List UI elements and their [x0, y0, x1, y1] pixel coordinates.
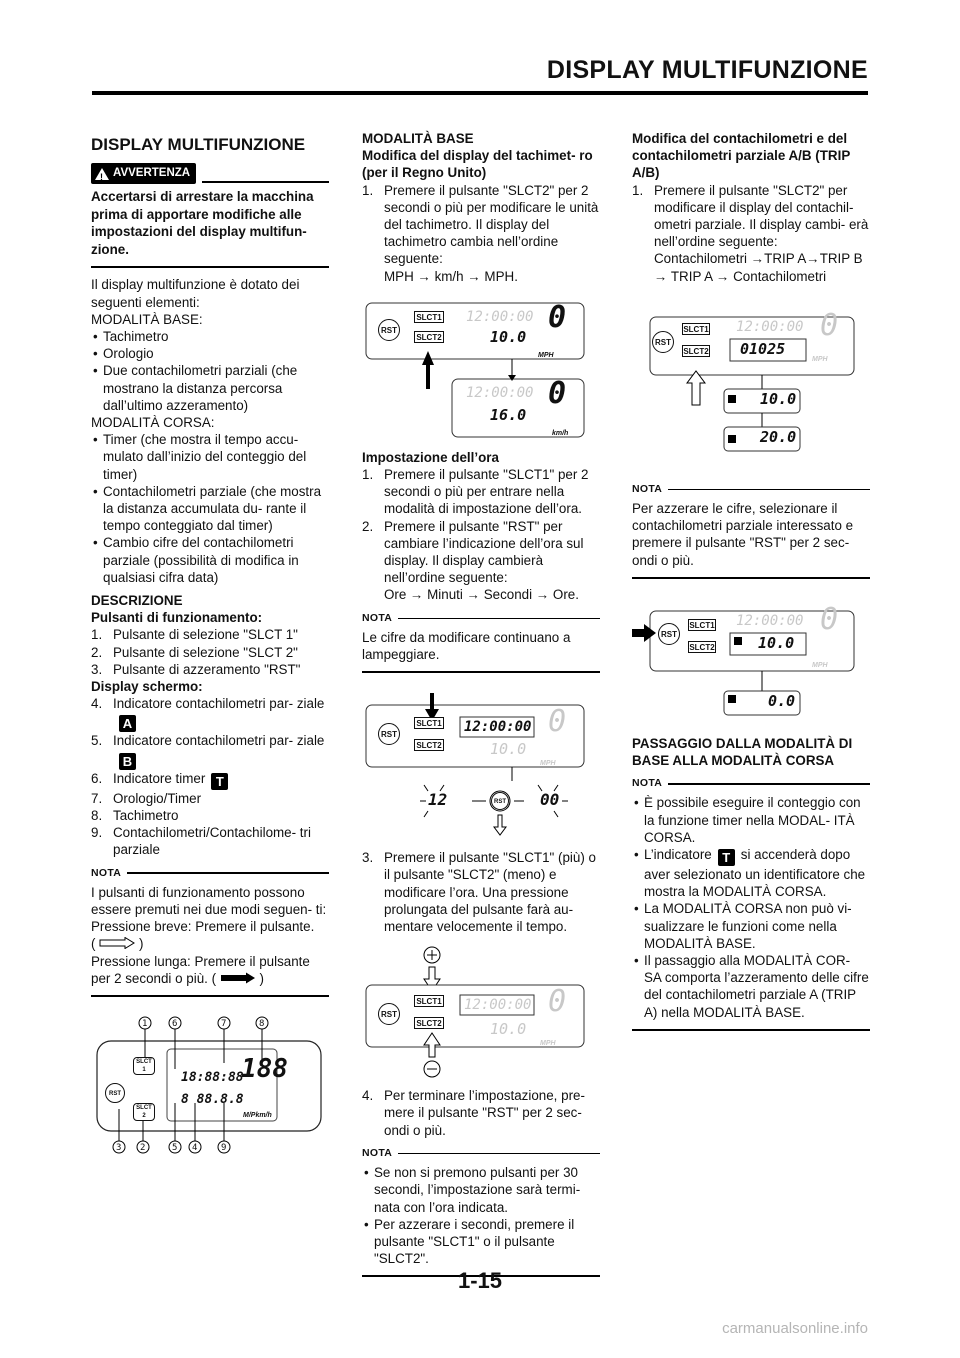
slct1-button[interactable]: SLCT 1	[133, 1057, 155, 1075]
column-right	[632, 130, 870, 1039]
list-item: • Se non si premono pulsanti per 30 secondi, l’impostazione sarà termi- nata con l’ora indicata.	[362, 1164, 600, 1216]
slct1-button[interactable]: SLCT1	[683, 324, 709, 334]
section-title: DISPLAY MULTIFUNZIONE	[91, 135, 306, 154]
slct1-button[interactable]: SLCT1	[414, 311, 444, 323]
list-item: • Il passaggio alla MODALITÀ COR- SA comporta l’azzeramento delle cifre del contachilometri parziale A (TRIP A) nella MODALITÀ BASE.	[632, 952, 870, 1021]
list-item: 9. Contachilometri/Contachilome- tri parziale	[91, 825, 311, 858]
slct2-button[interactable]: SLCT2	[683, 346, 709, 356]
list-item: 1. Premere il pulsante "SLCT2" per 2 secondi o più per modificare le unità del tachimetro. Il display del tachimetro cambia nell’ordine seguente:	[362, 182, 599, 267]
rst-button[interactable]: RST	[491, 792, 509, 810]
speed-unit: M/Pkm/h	[243, 1111, 272, 1119]
slct1-button[interactable]: SLCT1	[414, 995, 444, 1007]
warning-header	[91, 163, 329, 184]
timer-indicator-icon: T	[718, 849, 735, 866]
rst-button[interactable]: RST	[378, 319, 400, 341]
buttons-title: Pulsanti di funzionamento:	[91, 610, 263, 626]
display-list	[91, 695, 329, 858]
slct2-button[interactable]: SLCT2	[414, 331, 444, 343]
speed-display: 0	[548, 704, 567, 740]
callout-6: 6	[172, 1018, 178, 1029]
list-item: 1. Pulsante di selezione "SLCT 1"	[91, 627, 298, 643]
mode-switch-title: PASSAGGIO DALLA MODALITÀ DI BASE ALLA MODALITÀ CORSA	[632, 735, 853, 769]
note-header: NOTA	[632, 775, 870, 792]
list-item: 3. Pulsante di azzeramento "RST"	[91, 661, 301, 677]
list-item: • Per azzerare i secondi, premere il pulsante "SLCT1" o il pulsante "SLCT2".	[362, 1216, 600, 1268]
list-item: 8. Tachimetro	[91, 807, 179, 823]
speed-display: 0	[548, 375, 567, 411]
page-header-title: DISPLAY MULTIFUNZIONE	[546, 56, 868, 84]
base-mode-title: MODALITÀ BASE	[362, 131, 474, 146]
note-text: Pressione lunga: Premere il pulsante per 2 secondi o più. ( )	[91, 953, 310, 986]
callout-4: 4	[192, 1142, 198, 1153]
note-list	[362, 1164, 600, 1267]
note-text: I pulsanti di funzionamento possono essere premuti nei due modi seguen- ti:	[91, 884, 327, 917]
list-item: • Cambio cifre del contachilometri parziale (possibilità di modifica in qualsiasi cifra data)	[91, 534, 329, 586]
callout-2: 2	[140, 1142, 146, 1153]
odometer-display: 8 88.8.8	[181, 1091, 244, 1107]
list-item: 2. Pulsante di selezione "SLCT 2"	[91, 644, 298, 660]
clock-display: 12:00:00	[736, 318, 804, 335]
list-item: 1. Premere il pulsante "SLCT1" per 2 secondi o più per entrare nella modalità di impostazione dell’ora.	[362, 467, 589, 517]
list-item: • È possibile eseguire il conteggio con la funzione timer nella MODAL- ITÀ CORSA.	[632, 794, 870, 846]
race-mode-list	[91, 431, 329, 586]
long-press-arrow-icon	[220, 972, 256, 984]
slct1-button[interactable]: SLCT1	[689, 620, 715, 630]
clock-display: 12:00:00	[464, 719, 532, 736]
list-item: 4. Indicatore contachilometri par- zialeA	[91, 696, 325, 732]
blinking-hours: 12	[428, 790, 448, 810]
slct2-button[interactable]: SLCT 2	[133, 1103, 155, 1121]
speed-unit: MPH	[812, 661, 828, 669]
intro-text: Il display multifunzione è dotato dei seguenti elementi:	[91, 277, 300, 310]
speed-unit: MPH	[538, 351, 554, 359]
note-end-rule	[632, 1029, 870, 1031]
list-item: • Contachilometri parziale (che mostra la distanza accumulata du- rante il tempo conteggiato dal timer)	[91, 483, 329, 535]
race-mode-label: MODALITÀ CORSA:	[91, 415, 215, 431]
warning-label: AVVERTENZA	[113, 167, 191, 180]
buttons-list	[91, 626, 329, 678]
rst-button[interactable]: RST	[378, 723, 400, 745]
speed-unit: MPH	[540, 1040, 556, 1048]
slct1-button[interactable]: SLCT1	[414, 717, 444, 729]
trip-zero-display: 0.0	[768, 691, 796, 710]
warning-text: Accertarsi di arrestare la macchina prima di apportare modifiche alle impostazioni del display multifun- zione.	[91, 189, 314, 257]
speed-display: 0	[820, 307, 839, 343]
callout-1: 1	[142, 1018, 148, 1029]
speed-unit: MPH	[812, 355, 828, 363]
odometer-display: 10.0	[758, 633, 795, 652]
odometer-figure	[632, 307, 870, 475]
odometer-display: 10.0	[490, 327, 527, 346]
list-item: 6. Indicatore timer T	[91, 770, 329, 790]
rst-button[interactable]: RST	[378, 1003, 400, 1025]
warning-badge	[91, 163, 196, 184]
base-mode-label: MODALITÀ BASE:	[91, 311, 203, 327]
rst-button[interactable]: RST	[658, 623, 680, 645]
display-title: Display schermo:	[91, 679, 203, 695]
callout-9: 9	[221, 1142, 227, 1153]
speed-display: 0	[548, 299, 567, 335]
speed-unit: MPH	[540, 760, 556, 768]
list-item: • Tachimetro	[91, 328, 329, 345]
note-end-rule	[91, 995, 329, 997]
list-item: 3. Premere il pulsante "SLCT1" (più) o il pulsante "SLCT2" (meno) e modificare l’ora. Una pressione prolungata del pulsante farà au- mentare velocemente il tempo.	[362, 850, 596, 935]
list-item: • Orologio	[91, 345, 329, 362]
time-setting-title: Impostazione dell’ora	[362, 449, 499, 465]
speed-display: 0	[820, 601, 839, 637]
list-item: 4. Per terminare l’impostazione, pre- mere il pulsante "RST" per 2 sec- ondi o più.	[362, 1088, 585, 1138]
clock-display: 12:00:00	[466, 308, 534, 325]
warning-triangle-icon	[95, 168, 109, 180]
slct2-button[interactable]: SLCT2	[414, 1017, 444, 1029]
trip-a-indicator-icon: A	[119, 715, 136, 732]
note-header: NOTA	[362, 610, 600, 627]
speed-unit: km/h	[552, 429, 569, 437]
trip-a-display: 10.0	[760, 389, 797, 408]
speed-display: 0	[548, 984, 567, 1020]
rst-button[interactable]: RST	[105, 1083, 125, 1103]
rst-button[interactable]: RST	[652, 331, 674, 353]
note-text: ( )	[91, 936, 144, 952]
list-item: • L’indicatore T si accenderà dopo aver selezionato un identificatore che mostra la MODALITÀ CORSA.	[632, 846, 870, 900]
clock-display: 12:00:00	[464, 997, 532, 1014]
list-item: • Timer (che mostra il tempo accu- mulato dall’inizio del conteggio del timer)	[91, 431, 329, 483]
note-header: NOTA	[362, 1145, 600, 1162]
trip-b-indicator-icon: B	[119, 753, 136, 770]
callout-8: 8	[259, 1018, 265, 1029]
list-item: 2. Premere il pulsante "RST" per cambiare l’indicazione dell’ora sul display. Il display cambierà nell’ordine seguente:	[362, 518, 584, 586]
note-text: Per azzerare le cifre, selezionare il contachilometri parziale interessato e premere il pulsante "RST" per 2 sec- ondi o più.	[632, 501, 854, 568]
trip-reset-figure	[632, 601, 870, 729]
display-overview-figure	[91, 1011, 329, 1159]
slct2-button[interactable]: SLCT2	[414, 739, 444, 751]
timer-indicator-icon: T	[211, 773, 228, 790]
column-left	[91, 130, 329, 1165]
watermark: carmanualsonline.info	[722, 1320, 868, 1337]
warning-rule	[202, 181, 329, 183]
callout-5: 5	[172, 1142, 178, 1153]
page-number: 1-15	[457, 1268, 503, 1293]
trip-b-display: 20.0	[760, 427, 797, 446]
note-end-rule	[632, 577, 870, 579]
time-sequence: Ore → Minuti → Secondi → Ore.	[384, 587, 579, 603]
blinking-minutes: 00	[540, 790, 560, 810]
header-rule	[92, 91, 868, 95]
clock-display: 12:00:00	[736, 612, 804, 629]
note-header: NOTA	[632, 481, 870, 498]
list-item: 7. Orologio/Timer	[91, 790, 202, 806]
slct2-button[interactable]: SLCT2	[689, 642, 715, 652]
odometer-display: 10.0	[490, 1020, 527, 1039]
clock-display: 12:00:00	[466, 384, 534, 401]
callout-7: 7	[221, 1018, 227, 1029]
clock-display: 18:88:88	[181, 1069, 244, 1085]
list-item: 5. Indicatore contachilometri par- zialeB	[91, 733, 325, 769]
odometer-section-title: Modifica del contachilometri e del contachilometri parziale A/B (TRIP A/B)	[632, 131, 851, 181]
speed-unit-figure	[362, 295, 600, 443]
callout-3: 3	[116, 1142, 122, 1153]
column-middle	[362, 130, 600, 1285]
note-text: Pressione breve: Premere il pulsante.	[91, 919, 315, 935]
short-press-arrow-icon	[99, 937, 135, 949]
note-end-rule	[362, 671, 600, 673]
list-item: • Due contachilometri parziali (che mostrano la distanza percorsa dall’ultimo azzeramento)	[91, 362, 329, 414]
base-mode-list	[91, 328, 329, 414]
warning-end-rule	[91, 266, 329, 268]
description-title: DESCRIZIONE	[91, 593, 183, 609]
speedometer-subtitle: Modifica del display del tachimet- ro (per il Regno Unito)	[362, 148, 593, 181]
list-item: 1. Premere il pulsante "SLCT2" per modificare il display del contachil- ometri parziale. Il display cambi- erà nell’ordine seguente:	[632, 182, 869, 250]
time-adjust-figure	[362, 945, 600, 1081]
note-text: Le cifre da modificare continuano a lampeggiare.	[362, 629, 571, 663]
odometer-display: 10.0	[490, 740, 527, 759]
note-header: NOTA	[91, 865, 329, 882]
odometer-display: 16.0	[490, 405, 527, 424]
odometer-display: 01025	[740, 339, 786, 358]
odometer-sequence: Contachilometri →TRIP A→TRIP B → TRIP A → Contachilometri	[654, 251, 863, 284]
speed-display: 188	[241, 1053, 288, 1084]
unit-sequence: MPH → km/h → MPH.	[384, 268, 518, 284]
note-list	[632, 794, 870, 1020]
list-item: • La MODALITÀ CORSA non può vi- sualizzare le funzioni come nella MODALITÀ BASE.	[632, 900, 870, 952]
time-setting-figure	[362, 693, 600, 843]
